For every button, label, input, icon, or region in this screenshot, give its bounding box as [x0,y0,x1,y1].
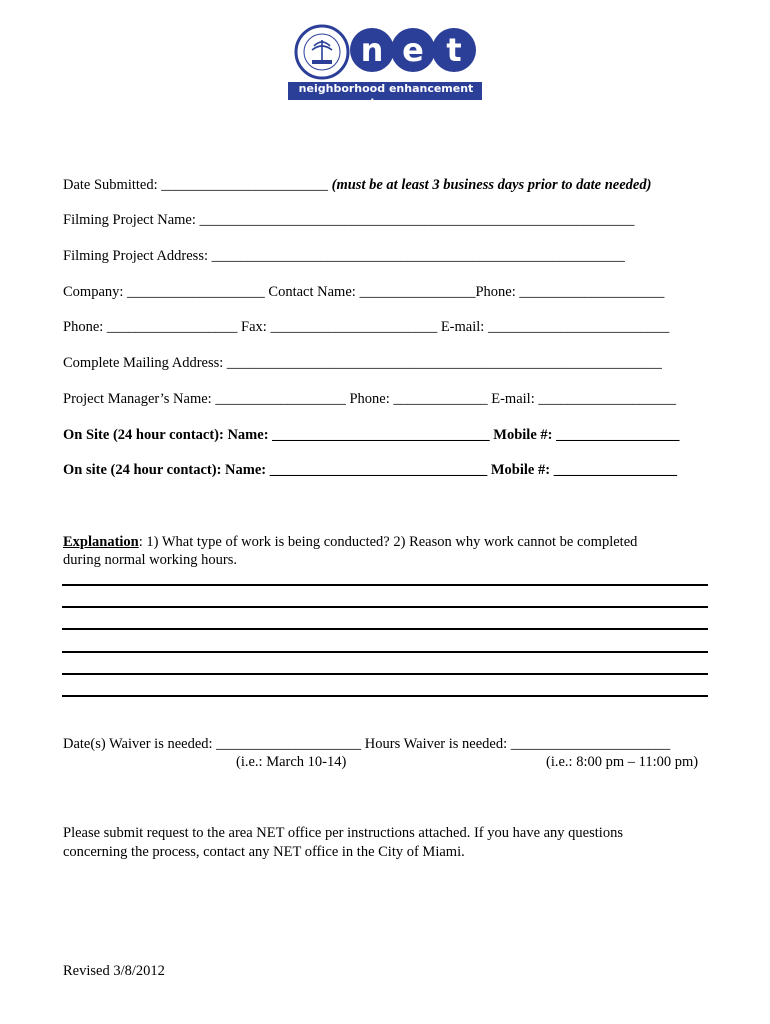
pm-phone-field[interactable]: _____________ [393,391,488,407]
pm-phone-label: Phone: [349,391,390,407]
onsite-mobile-2-label: Mobile #: [490,462,551,478]
logo-tagline: neighborhood enhancement team [298,82,474,109]
explanation-answer-line-1[interactable] [62,584,708,586]
contact-name-field[interactable]: ________________ [359,284,476,300]
fax-field[interactable]: _______________________ [270,319,438,335]
onsite-mobile-1-label: Mobile #: [493,427,553,443]
project-name-field[interactable]: ____________________________________________________________ [199,212,635,228]
company-row [63,283,664,301]
phone2-label: Phone: [63,319,104,335]
company-label: Company: [63,284,124,300]
phone-label: Phone: [475,284,516,300]
project-manager-row [63,390,676,408]
mailing-address-label: Complete Mailing Address: [63,355,224,371]
phone-field[interactable]: ____________________ [519,284,665,300]
fax-label: Fax: [241,319,267,335]
onsite-mobile-1-field[interactable]: _________________ [556,427,680,443]
instructions-line-2: concerning the process, contact any NET office in the City of Miami. [63,844,465,860]
date-submitted-field[interactable]: _______________________ [161,177,329,193]
waiver-hours-field[interactable]: ______________________ [510,736,671,752]
waiver-dates-field[interactable]: ____________________ [216,736,362,752]
net-logo [286,24,482,109]
waiver-hours-label: Hours Waiver is needed: [364,736,508,752]
project-name-row [63,211,635,229]
pm-email-field[interactable]: ___________________ [538,391,677,407]
date-submitted-label: Date Submitted: [63,177,158,193]
phone2-field[interactable]: __________________ [106,319,238,335]
waiver-dates-label: Date(s) Waiver is needed: [63,736,213,752]
explanation-line-1 [63,533,637,551]
project-manager-field[interactable]: __________________ [215,391,346,407]
onsite-contact-1-field[interactable]: ______________________________ [272,427,490,443]
phone-fax-email-row [63,318,669,336]
onsite-contact-1-label: On Site (24 hour contact): Name: [63,427,269,443]
project-address-label: Filming Project Address: [63,248,208,264]
onsite-contact-2-label: On site (24 hour contact): Name: [63,462,267,478]
onsite-contact-1-row [63,426,679,444]
waiver-row [63,735,670,753]
svg-text:n: n [360,31,384,69]
date-submitted-row [63,176,651,194]
date-submitted-note: (must be at least 3 business days prior to date needed) [331,177,652,193]
project-name-label: Filming Project Name: [63,212,196,228]
waiver-hours-example: (i.e.: 8:00 pm – 11:00 pm) [546,754,699,770]
pm-email-label: E-mail: [491,391,535,407]
explanation-line-2: during normal working hours. [63,552,237,568]
project-address-row [63,247,625,265]
company-field[interactable]: ___________________ [127,284,265,300]
explanation-answer-line-6[interactable] [62,695,708,697]
project-manager-label: Project Manager’s Name: [63,391,212,407]
onsite-mobile-2-field[interactable]: _________________ [553,462,677,478]
instructions-line-1: Please submit request to the area NET office per instructions attached. If you have any questions [63,825,623,841]
onsite-contact-2-field[interactable]: ______________________________ [269,462,488,478]
mailing-address-row [63,354,662,372]
project-address-field[interactable]: _________________________________________________________ [211,248,625,264]
explanation-answer-line-3[interactable] [62,628,708,630]
explanation-text: : 1) What type of work is being conducted? 2) Reason why work cannot be completed [138,534,638,550]
explanation-answer-line-5[interactable] [62,673,708,675]
email-field[interactable]: _________________________ [487,319,670,335]
email-label: E-mail: [440,319,485,335]
svg-text:e: e [402,31,424,69]
waiver-dates-example: (i.e.: March 10-14) [236,754,347,770]
contact-name-label: Contact Name: [268,284,356,300]
svg-text:t: t [446,31,462,69]
explanation-answer-line-4[interactable] [62,651,708,653]
explanation-answer-line-2[interactable] [62,606,708,608]
mailing-address-field[interactable]: ____________________________________________________________ [226,355,662,371]
onsite-contact-2-row [63,461,677,479]
explanation-heading: Explanation [63,534,139,550]
revised-date: Revised 3/8/2012 [63,963,165,979]
